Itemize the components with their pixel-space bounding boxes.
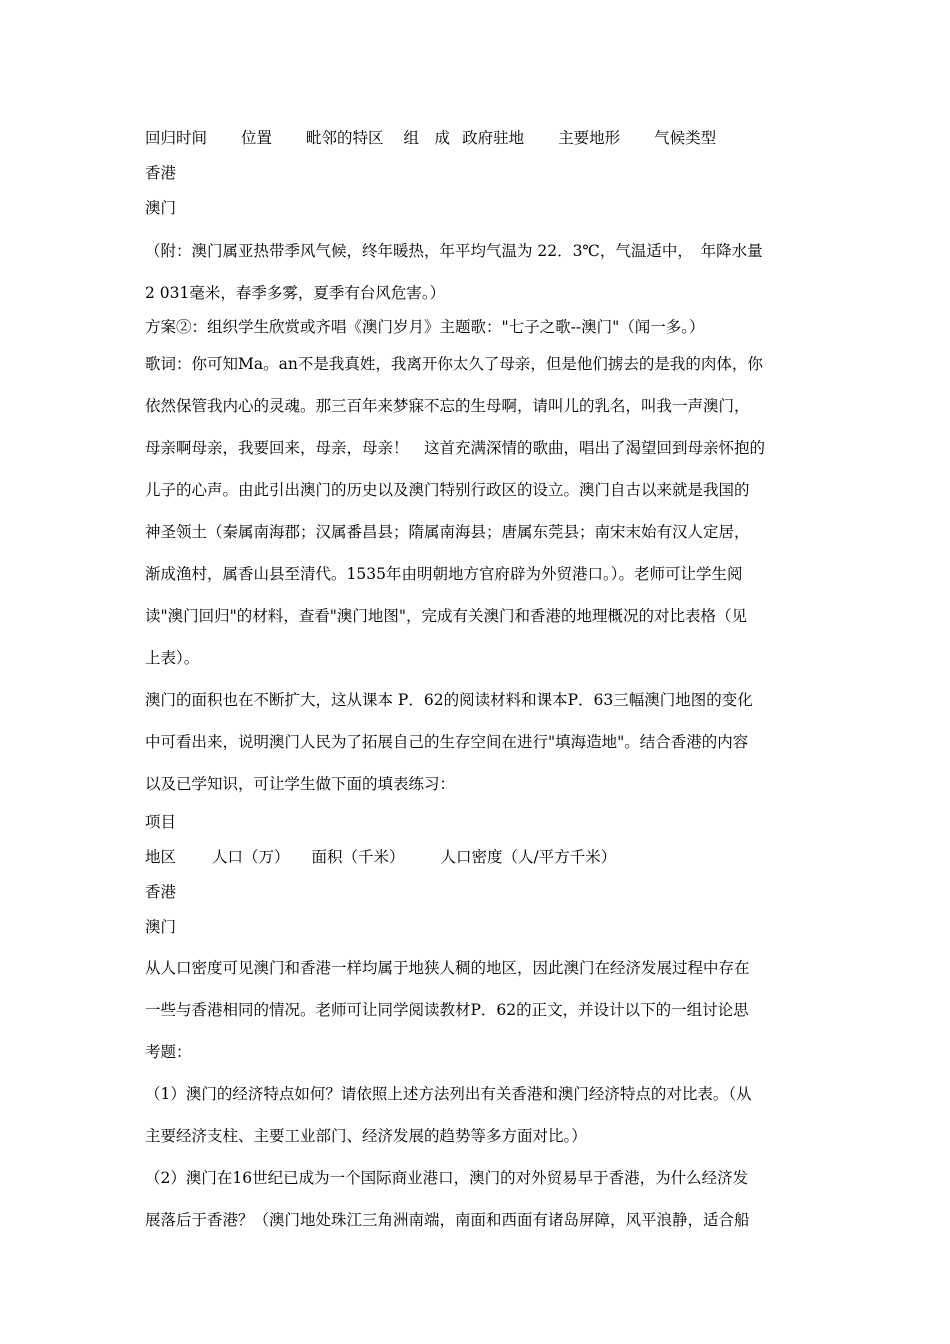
table2-row-label: 香港: [145, 883, 177, 901]
text-line: （附：澳门属亚热带季风气候，终年暖热，年平均气温为 22．3℃，气温适中， 年降水量: [145, 242, 763, 260]
text-line: 歌词：你可知Ma。an不是我真姓，我离开你太久了母亲，但是他们掳去的是我的肉体，你: [145, 355, 763, 373]
table2-corner: 项目: [145, 813, 177, 831]
text-line: 澳门的面积也在不断扩大，这从课本 P．62的阅读材料和课本P．63三幅澳门地图的变化: [145, 691, 753, 709]
text-line: 从人口密度可见澳门和香港一样均属于地狭人稠的地区，因此澳门在经济发展过程中存在: [145, 959, 750, 977]
table1-header: 组 成: [403, 129, 451, 147]
paragraph: [145, 343, 810, 679]
document-page: [145, 121, 810, 1241]
text-line: 中可看出来，说明澳门人民为了拓展自己的生存空间在进行"填海造地"。结合香港的内容: [145, 733, 749, 751]
table2-header: 人口（万）: [212, 848, 290, 866]
text-line: （1）澳门的经济特点如何？请依照上述方法列出有关香港和澳门经济特点的对比表。（从: [145, 1085, 752, 1103]
table1-header: 政府驻地: [462, 129, 525, 147]
table2-header-row: [145, 840, 810, 875]
paragraph: [145, 1157, 810, 1241]
table1-header: 毗邻的特区: [306, 129, 384, 147]
table2-header: 地区: [145, 848, 177, 866]
text-line: 2 031毫米，春季多雾，夏季有台风危害。）: [145, 284, 446, 302]
table1-header: 主要地形: [558, 129, 621, 147]
text-line: 渐成渔村，属香山县至清代。1535年由明朝地方官府辟为外贸港口。）。老师可让学生阅: [145, 565, 743, 583]
paragraph: [145, 1073, 810, 1157]
text-line: 依然保管我内心的灵魂。那三百年来梦寐不忘的生母啊，请叫儿的乳名，叫我一声澳门，: [145, 397, 750, 415]
table2-header: 人口密度（人/平方千米）: [440, 848, 617, 866]
text-line: 方案②：组织学生欣赏或齐唱《澳门岁月》主题歌："七子之歌--澳门"（闻一多。）: [145, 318, 705, 336]
table2-row-label: 澳门: [145, 918, 177, 936]
text-line: 主要经济支柱、主要工业部门、经济发展的趋势等多方面对比。）: [145, 1127, 587, 1145]
paragraph: [145, 679, 810, 805]
table1-header: 位置: [241, 129, 273, 147]
text-line: 神圣领土（秦属南海郡；汉属番昌县；隋属南海县；唐属东莞县；南宋末始有汉人定居，: [145, 523, 750, 541]
text-line: 读"澳门回归"的材料，查看"澳门地图"，完成有关澳门和香港的地理概况的对比表格（见: [145, 607, 748, 625]
text-line: 以及已学知识，可让学生做下面的填表练习：: [145, 775, 456, 793]
text-line: 母亲啊母亲，我要回来，母亲，母亲！ 这首充满深情的歌曲，唱出了渴望回到母亲怀抱的: [145, 439, 766, 457]
text-line: （2）澳门在16世纪已成为一个国际商业港口，澳门的对外贸易早于香港，为什么经济发: [145, 1169, 749, 1187]
table1-row-label: 香港: [145, 164, 177, 182]
table1-header: 回归时间: [145, 129, 208, 147]
table1-header-row: [145, 121, 810, 156]
text-line: 展落后于香港？（澳门地处珠江三角洲南端，南面和西面有诸岛屏障，风平浪静，适合船: [145, 1211, 750, 1229]
table1-row-label: 澳门: [145, 199, 177, 217]
text-line: 一些与香港相同的情况。老师可让同学阅读教材P．62的正文，并设计以下的一组讨论思: [145, 1001, 749, 1019]
table2-header: 面积（千米）: [311, 848, 405, 866]
table1-header: 气候类型: [654, 129, 717, 147]
text-line: 上表）。: [145, 649, 200, 667]
text-line: 考题：: [145, 1043, 192, 1061]
text-line: 儿子的心声。由此引出澳门的历史以及澳门特别行政区的设立。澳门自古以来就是我国的: [145, 481, 750, 499]
paragraph: [145, 947, 810, 1073]
paragraph: [145, 230, 810, 314]
